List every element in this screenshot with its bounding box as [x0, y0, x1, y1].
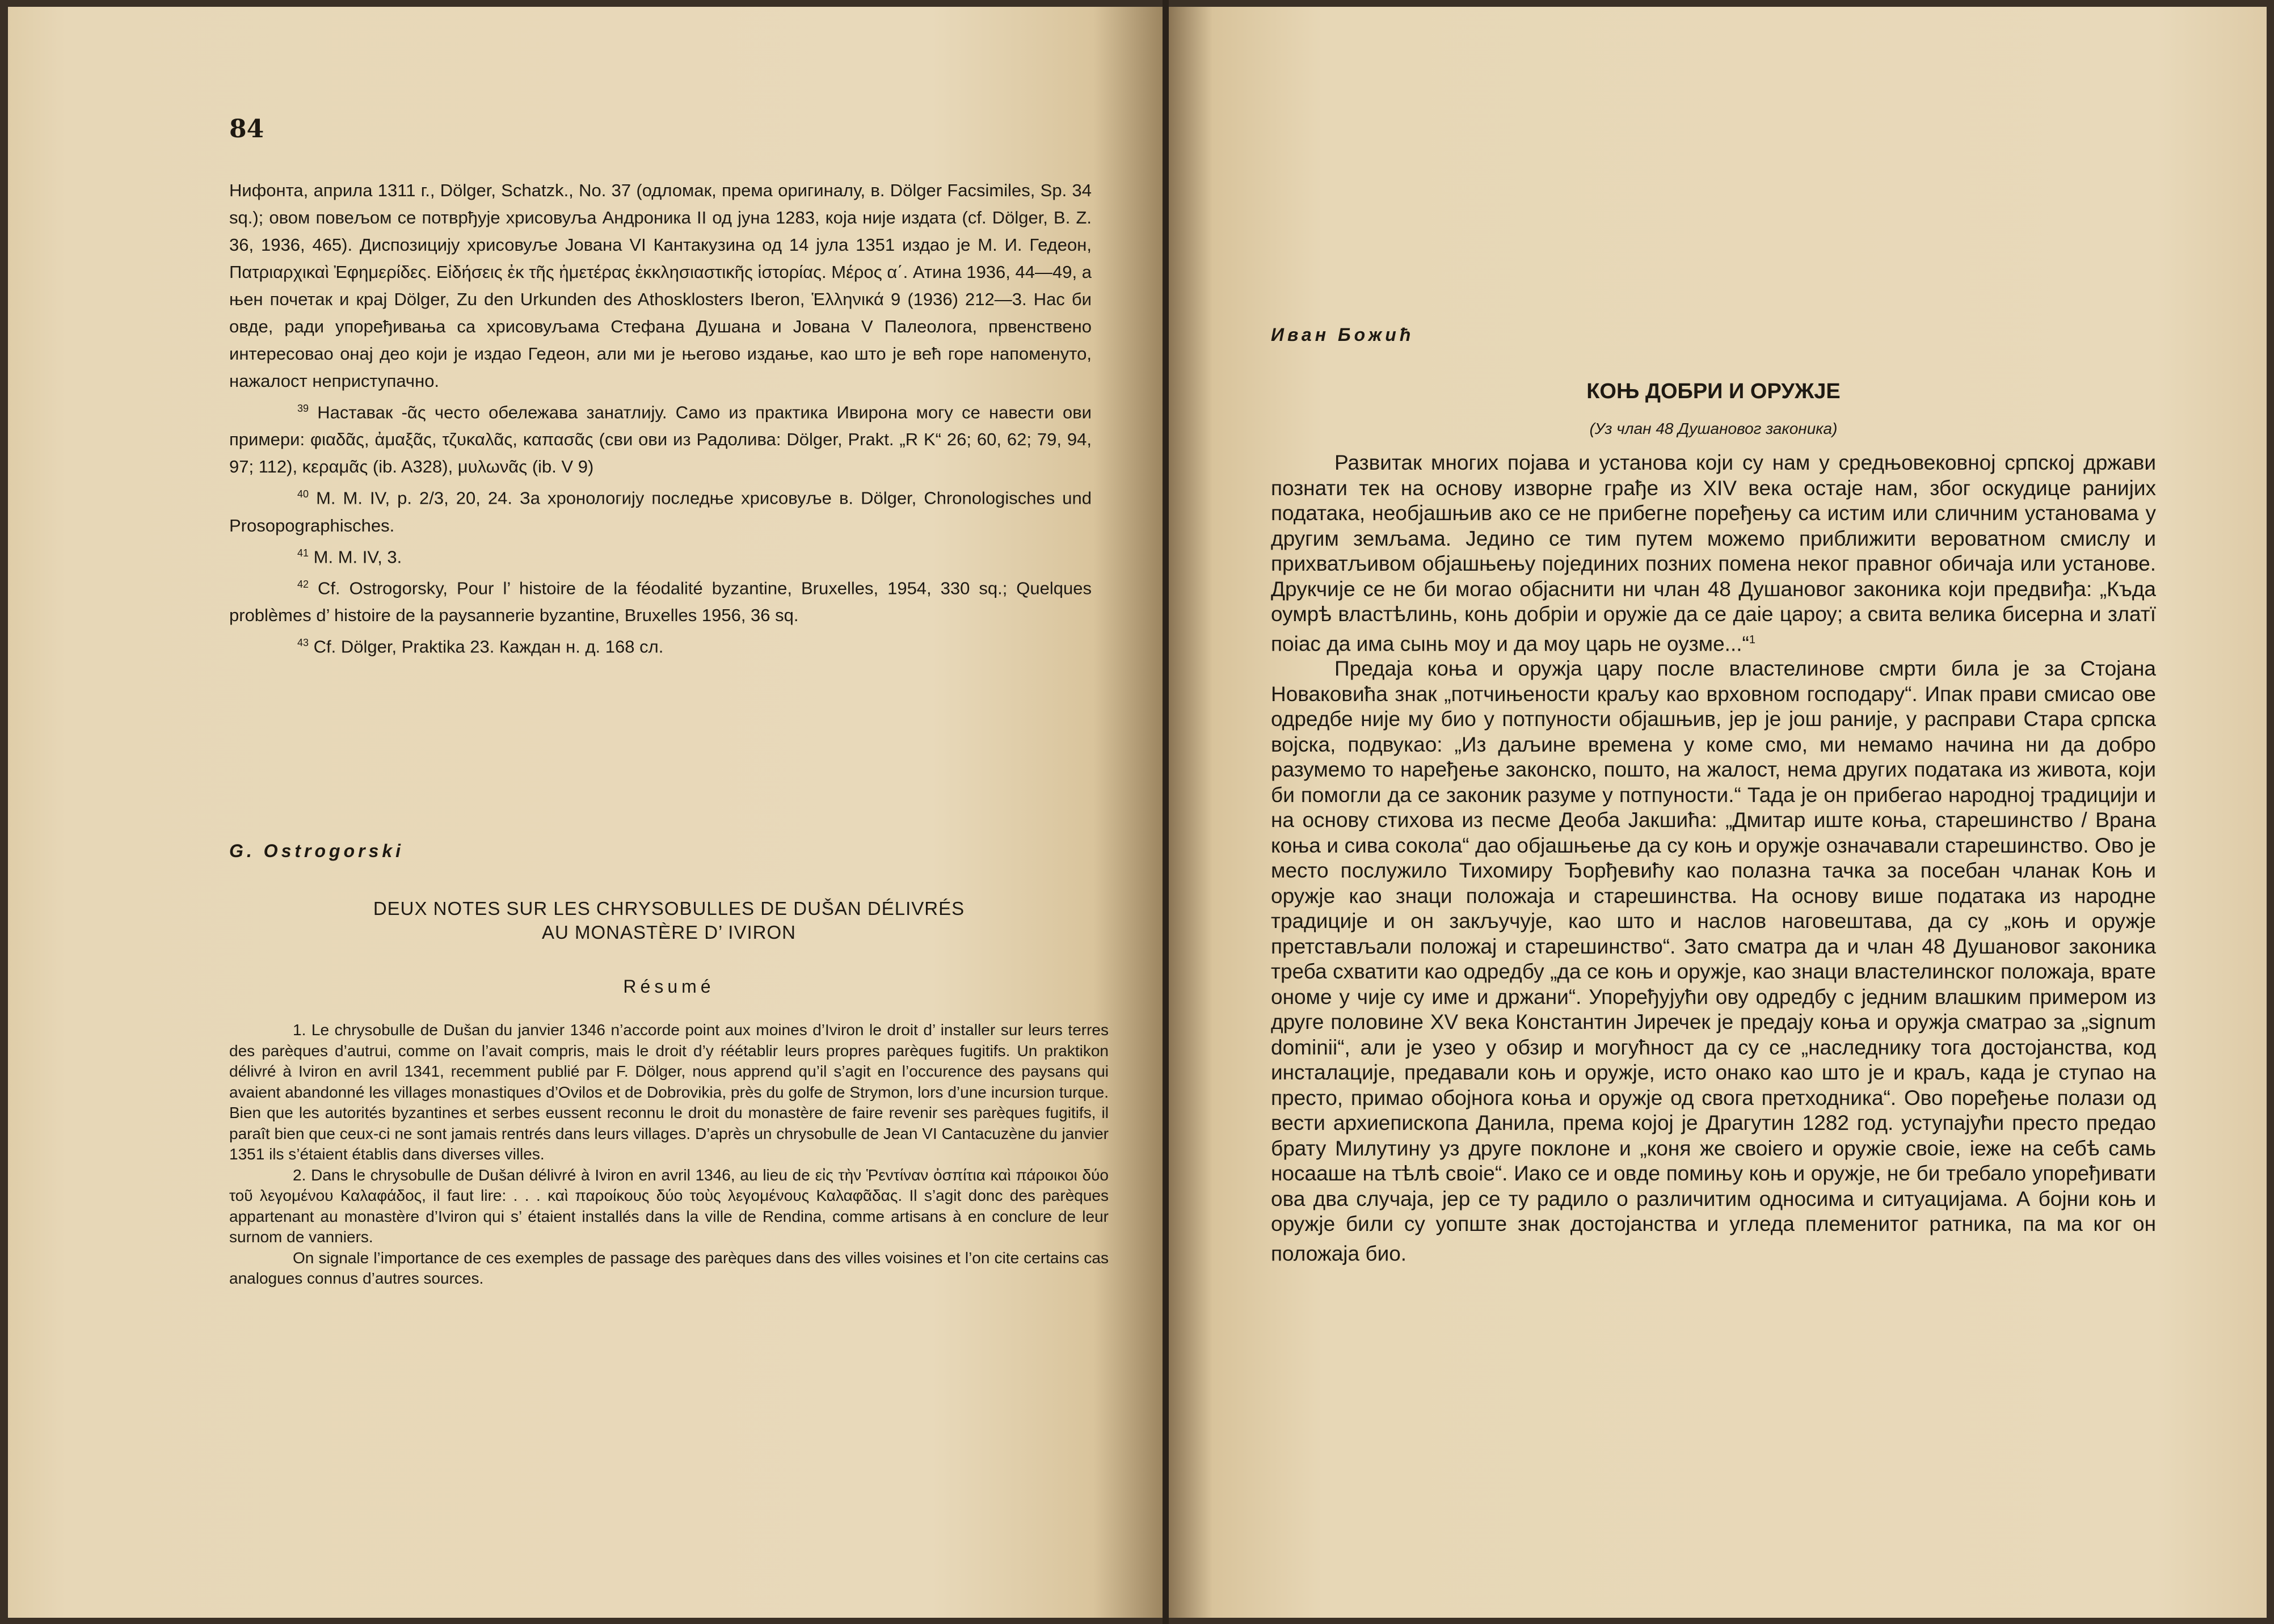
footnote-number: 41 — [297, 547, 309, 559]
footnote-number: 43 — [297, 637, 309, 649]
footnote — [229, 571, 1092, 629]
article-author: Иван Божић — [1271, 324, 1414, 345]
footnote-number: 40 — [297, 488, 309, 500]
footnote — [229, 395, 1092, 480]
paragraph-text: Предаја коња и оружја цару после властелинове смрти била је за Стојана Новаковића знак „потчињености краљу као врховном господару“. Ипак прави смисао ове одредбе није му био у потпуности објашњив, јер је још раније, у расправи Стара српска војска, подвукао: „Из даљине времена у коме смо, ми немамо начина ни да добро разумемо то наређење законско, пошто, на жалост, нема других података из живота, који би помогли да се законик разуме у потпуности.“ Тада је он прибегао народној традицији и на основу стихова из песме Деоба Јакшића: „Дмитар иште коња, старешинство / Врана коња и сива сокола“ дао објашњење да су коњ и оружје означавали старешинство. Ово је место послужило Тихомиру Ђорђевићу као полазна тачка за посебан чланак Коњ и оружје као знаци положаја и старешинства. На основу више података из народне традиције и он закључује, као што и наслов наговештава, да су „коњ и оружје претстављали положај и старешинство“. Зато смaтра да и члан 48 Душановог законика треба схватити као одредбу „да се коњ и оружје, као знаци властелинског положаја, врате ономе у чије су име и држани“. Упоређујући ову одредбу с једним влашким примером из друге половине XV века Константин Јиречек је предају коња и оружја сматрао за „signum dominii“, али је узео у обзир и могућност да су се „наследнику тога достојанства, код инсталације, предавали коњ и оружје, исто онако као што је и краљ, када је ступао на престо, примао обојнога коња и оружје од свога претходника“. Ово поређење полази од вести архиепископа Данила, према којој је Драгутин 1282 год. уступајући престо предао брату Милутину уз друге поклоне и „коня же своіего и оружіе своіе, іеже на себѣ самь носааше на тѣлѣ своіе“. Иако се и овде помињу коњ и оружје, не би требало упоређивати ова два случаја, јер се ту радило о различитим односима и ситуацијама. А бојни коњ и оружје били су уопште знак достојанства и угледа племенитог ратника, па ма ког он положаја био. — [1271, 657, 2156, 1266]
article-body — [1271, 450, 2156, 1267]
footnote-text: Cf. Dölger, Praktika 23. Каждан н. д. 168 сл. — [313, 636, 664, 657]
resume-section — [229, 841, 1109, 1289]
resume-subtitle: Résumé — [623, 976, 715, 997]
footnotes-block — [229, 177, 1092, 661]
footnote-text: Cf. Ostrogorsky, Pour l’ histoire de la féodalité byzantine, Bruxelles, 1954, 330 sq.; Quelques problèmes d’ histoire de la paysannerie byzantine, Bruxelles 1956, 36 sq. — [229, 578, 1092, 626]
left-page — [8, 7, 1163, 1618]
resume-title-line: AU MONASTÈRE D’ IVIRON — [542, 922, 796, 943]
article-subtitle-suffix: ) — [1832, 420, 1838, 437]
resume-title — [229, 897, 1109, 944]
footnote-number: 39 — [297, 403, 309, 414]
article-paragraph — [1271, 450, 2156, 656]
resume-paragraph: 1. Le chrysobulle de Dušan du janvier 1346 n’accorde point aux moines d’Iviron le droit d’ installer sur leurs terres des parèques d’autrui, comme on l’avait compris, mais le droit d’y réétablir leurs propres parèques fugitifs. Un praktikon délivré à Iviron en avril 1341, recemment publié par F. Dölger, nous apprend qu’il s’agit en l’occurence des paysans qui avaient abandonné les villages monastiques d’Ovilos et de Dobrovikia, près du golfe de Strymon, lors d’une incursion turque. Bien que les autorités byzantines et serbes eussent reconnu le droit du monastère de faire revenir ses parèques fugitifs, il paraît bien que ceux-ci ne sont jamais rentrés dans leurs villages. D’après un chrysobulle de Jean VI Cantacuzène du janvier 1351 ils s’étaient établis dans diverses villes. — [229, 1021, 1109, 1163]
article-subtitle-law: Душановог законика — [1678, 420, 1833, 437]
paragraph-text: Развитак многих појава и установа који су нам у средњовековној српској држави познати тек на основу изворне грађе из XIV века остаје нам, због оскудице ранијих података, необјашњив ако се не прибегне поређењу са истим или сличним установама у другим земљама. Једино се тим путем можемо приближити вероватном смислу и прихватљивом објашњењу појединих позних помена неког правног обичаја или установе. Друкчије се не би могао објаснити ни члан 48 Душановог законика који предвиђа: „Къда оумрѣ властѣлинь, конь добріи и оружіе да се даіе цароу; а свита велика бисерна и златї поіас да има сынь моу и да моу царь не оузме...“ — [1271, 451, 2156, 655]
footnote-number: 42 — [297, 578, 309, 590]
footnote-ref: 1 — [1749, 633, 1755, 646]
resume-title-line: DEUX NOTES SUR LES CHRYSOBULLES DE DUŠAN DÉLIVRÉS — [373, 898, 965, 919]
footnote-text: M. M. IV, 3. — [313, 546, 402, 567]
footnote — [229, 539, 1092, 571]
article — [1271, 324, 2156, 1267]
right-page — [1169, 7, 2267, 1618]
resume-paragraph: 2. Dans le chrysobulle de Dušan délivré à Iviron en avril 1346, au lieu de εἰς τὴν Ῥεντίναν ὀσπίτια καὶ πάροικοι δύο τοῦ λεγομένου Καλαφάδος, il faut lire: . . . καὶ παροίκους δύο τοὺς λεγομένους Καλαφᾶδας. Il s’agit donc des parèques appartenant au monastère d’Iviron qui s’ étaient installés dans la ville de Rendina, comme artisans à en conclure de leur surnom de vanniers. — [229, 1166, 1109, 1246]
footnote-text: Наставак -ᾶς често обележава занатлију. Само из практика Ивирона могу се навести ови примери: φιαδᾶς, ἀμαξᾶς, τζυκαλᾶς, καπασᾶς (сви ови из Радолива: Dölger, Prakt. „R K“ 26; 60, 62; 79, 94, 97; 112), κεραμᾶς (ib. A328), μυλωνᾶς (ib. V 9) — [229, 402, 1092, 477]
footnote-continuation — [229, 177, 1092, 395]
article-paragraph — [1271, 656, 2156, 1266]
footnote — [229, 629, 1092, 660]
footnote — [229, 480, 1092, 539]
book-gutter — [1163, 0, 1169, 1624]
footnote-text: Нифонта, априла 1311 г., Dölger, Schatzk., No. 37 (одломак, према оригиналу, в. Dölger Facsimiles, Sp. 34 sq.); овом повељом се потврђује хрисовуља Андроника II од јуна 1283, која није издата (cf. Dölger, B. Z. 36, 1936, 465). Диспозицију хрисовуље Јована VI Кантакузина од 14 јула 1351 издао је М. И. Гедеон, Πατριαρχικαὶ Ἐφημερίδες. Εἰδήσεις ἐκ τῆς ἡμετέρας ἐκκλησιαστικῆς ἱστορίας. Μέρος α΄. Атина 1936, 44—49, а њен почетак и крај Dölger, Zu den Urkunden des Athosklosters Iberon, Ἑλληνικά 9 (1936) 212—3. Нас би овде, ради упоређивања са хрисовуљама Стефана Душана и Јована V Палеолога, првенствено интересовао онај део који је издао Гедеон, али ми је његово издање, као што је већ горе напоменуто, нажалост неприступачно. — [229, 180, 1092, 391]
resume-paragraph: On signale l’importance de ces exemples de passage des parèques dans des villes voisines et l’on cite certains cas analogues connus d’autres sources. — [229, 1248, 1109, 1287]
article-subtitle — [1271, 420, 2156, 438]
article-title: КОЊ ДОБРИ И ОРУЖЈЕ — [1586, 379, 1841, 403]
footnote-text: M. M. IV, p. 2/3, 20, 24. За хронологију последње хрисовуље в. Dölger, Chronologisches und Prosopographisches. — [229, 488, 1092, 535]
resume-author: G. Ostrogorski — [229, 841, 405, 861]
article-subtitle-prefix: (Уз члан 48 — [1589, 420, 1678, 437]
page-number: 84 — [229, 115, 264, 144]
